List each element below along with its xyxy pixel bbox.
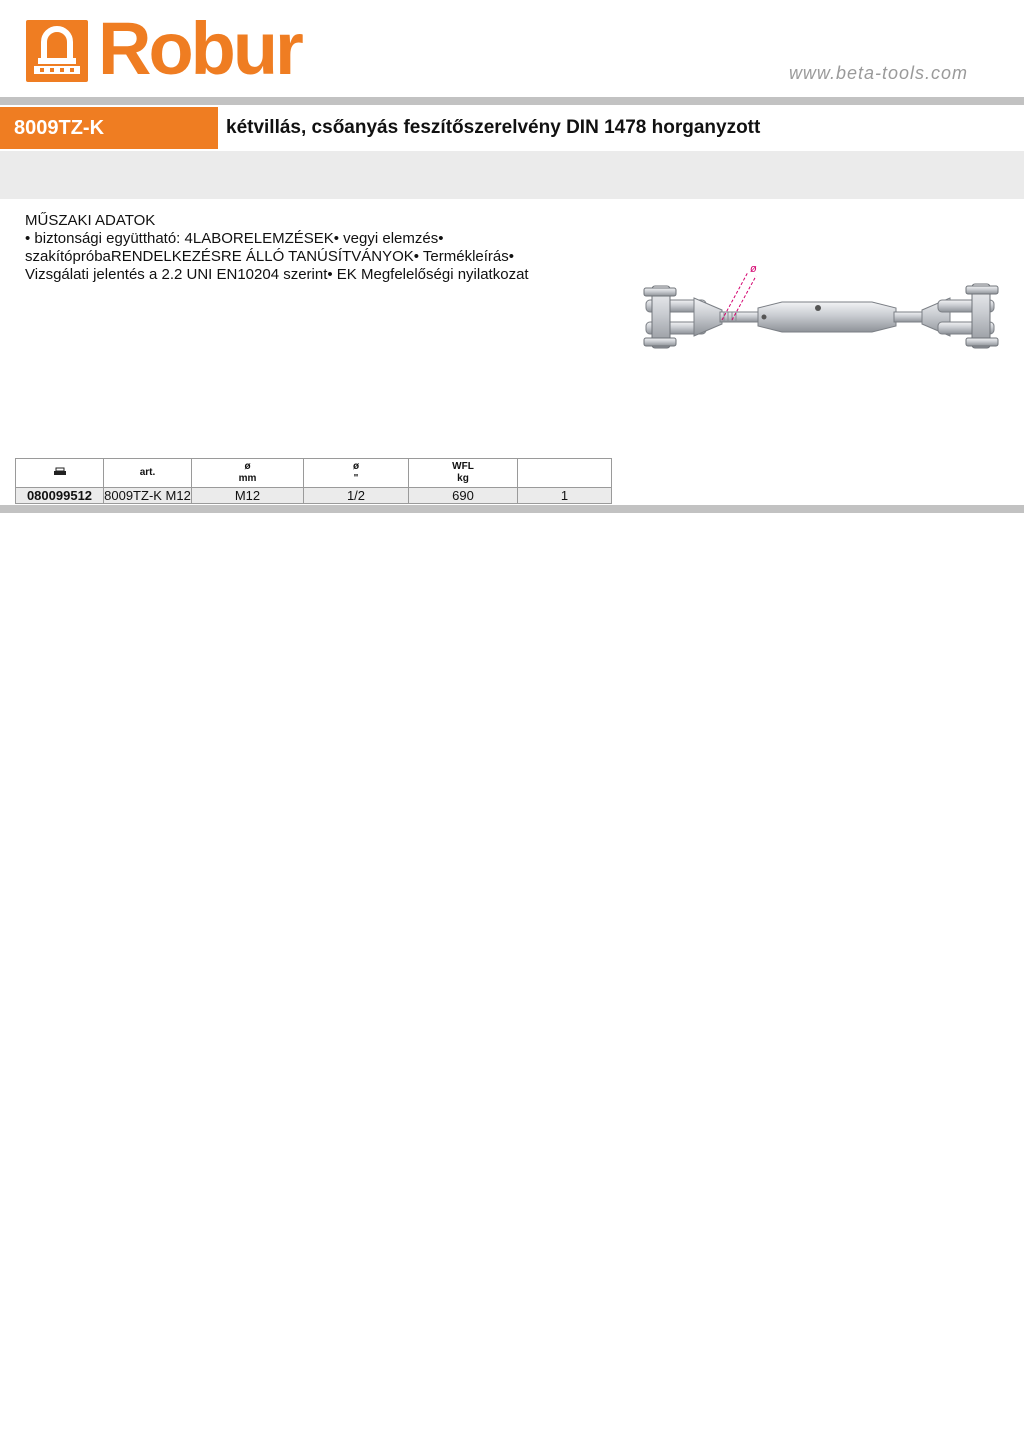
cell-quantity: 1: [518, 488, 612, 504]
diameter-label: ø: [750, 263, 757, 275]
column-header-code: [16, 459, 104, 488]
header-top: WFL: [452, 461, 474, 472]
package-icon: [53, 467, 67, 480]
column-header-diameter-mm: [192, 459, 304, 488]
subtitle-band: [0, 151, 1024, 199]
column-header-art: [104, 459, 192, 488]
website-link[interactable]: www.beta-tools.com: [788, 63, 968, 83]
header-top: ø: [244, 461, 251, 472]
brand-name: Robur: [98, 7, 301, 90]
header-unit: ": [353, 473, 359, 484]
cell-art: 8009TZ-K M12: [104, 488, 191, 503]
header-unit: art.: [139, 467, 156, 478]
specs-heading: MŰSZAKI ADATOK: [25, 212, 156, 229]
cell-diameter-mm: M12: [192, 488, 304, 504]
title-bar: [0, 107, 1024, 149]
column-header-diameter-inch: [304, 459, 409, 488]
turnbuckle-image: [632, 258, 1004, 358]
cell-code: 080099512: [16, 488, 104, 504]
brand-logo: [26, 7, 301, 90]
header-divider: [0, 97, 1024, 105]
column-header-wfl: [409, 459, 518, 488]
header-top: ø: [352, 461, 360, 472]
footer-divider: [0, 505, 1024, 513]
product-code: 8009TZ-K: [0, 107, 218, 149]
specs-line: • biztonsági együttható: 4LABORELEMZÉSEK• vegyi elemzés•: [25, 230, 444, 247]
table-header-row: [16, 459, 612, 488]
product-table: [15, 458, 612, 504]
product-title: kétvillás, csőanyás feszítőszerelvény DIN 1478 horganyzott: [226, 117, 761, 138]
specs-line: szakítópróbaRENDELKEZÉSRE ÁLLÓ TANÚSÍTVÁNYOK• Termékleírás•: [25, 248, 515, 265]
header-unit: kg: [457, 473, 469, 484]
cell-diameter-inch: 1/2: [304, 488, 409, 504]
column-header-quantity: [518, 459, 612, 488]
cell-wfl: 690: [409, 488, 518, 504]
technical-specs: [25, 212, 585, 284]
shackle-logo-icon: [26, 20, 88, 82]
table-row[interactable]: [16, 488, 612, 504]
specs-line: Vizsgálati jelentés a 2.2 UNI EN10204 szerint• EK Megfelelőségi nyilatkozat: [25, 266, 529, 283]
header-unit: mm: [238, 473, 257, 484]
